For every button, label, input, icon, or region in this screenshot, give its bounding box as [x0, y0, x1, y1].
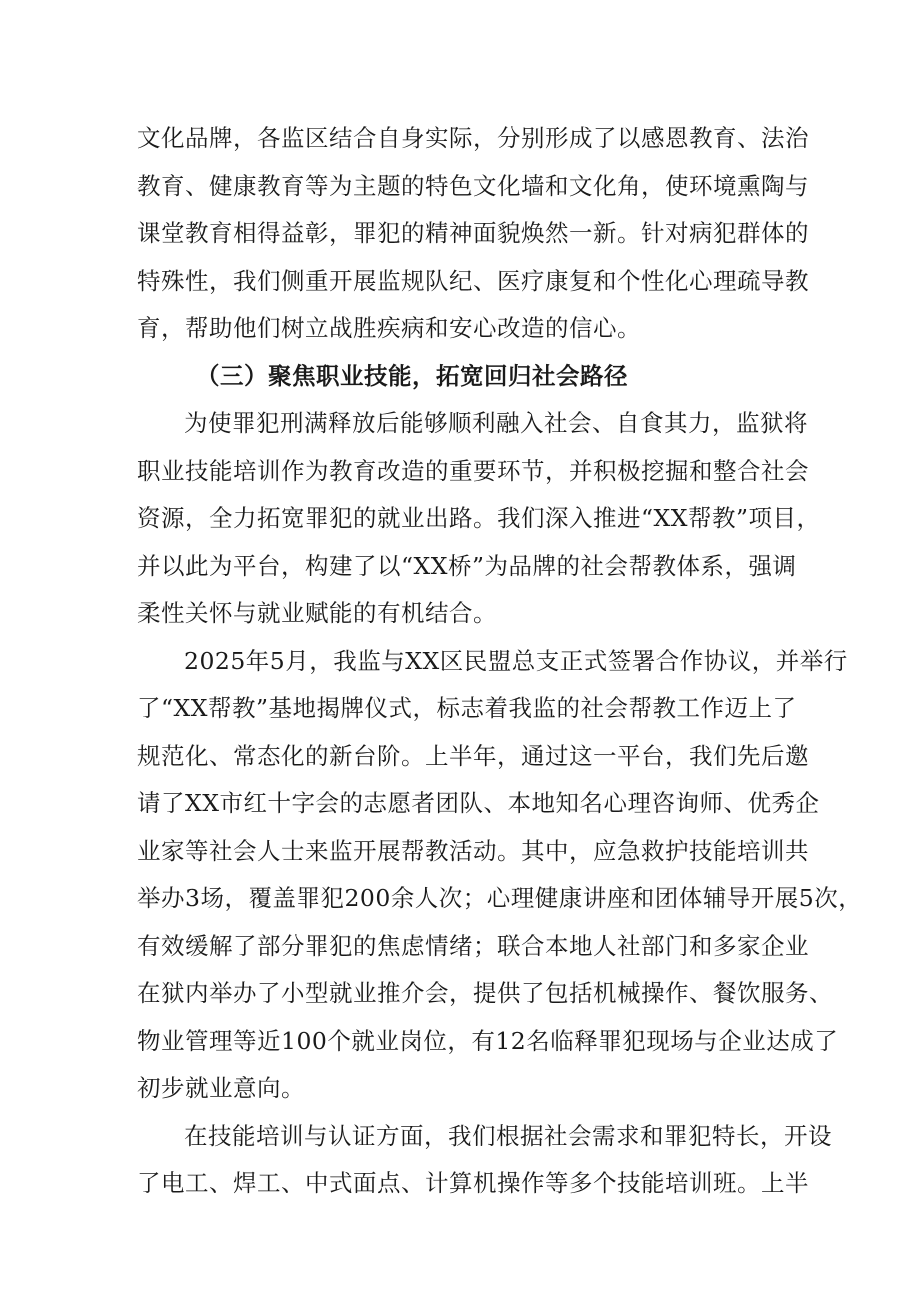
paragraph-3: [137, 638, 863, 1113]
text-line: 请了XX市红十字会的志愿者团队、本地知名心理咨询师、优秀企: [137, 789, 820, 817]
text-line: 了“XX帮教”基地揭牌仪式，标志着我监的社会帮教工作迈上了: [137, 694, 797, 722]
text-line: 资源，全力拓宽罪犯的就业出路。我们深入推进“XX帮教”项目，: [137, 504, 821, 532]
text-line: 课堂教育相得益彰，罪犯的精神面貌焕然一新。针对病犯群体的: [137, 219, 809, 247]
text-line: 特殊性，我们侧重开展监规队纪、医疗康复和个性化心理疏导教: [137, 266, 809, 295]
text-line: 有效缓解了部分罪犯的焦虑情绪；联合本地人社部门和多家企业: [137, 931, 809, 960]
text-line: 规范化、常态化的新台阶。上半年，通过这一平台，我们先后邀: [137, 741, 809, 770]
text-line: 育，帮助他们树立战胜疾病和安心改造的信心。: [137, 314, 641, 342]
text-line: 为使罪犯刑满释放后能够顺利融入社会、自食其力，监狱将: [184, 409, 808, 437]
paragraph-2: [137, 400, 821, 638]
section-heading: （三）聚焦职业技能，拓宽回归社会路径: [196, 361, 628, 390]
text-line: 在狱内举办了小型就业推介会，提供了包括机械操作、餐饮服务、: [137, 979, 833, 1007]
text-line: 并以此为平台，构建了以“XX桥”为品牌的社会帮教体系，强调: [137, 551, 797, 580]
text-line: 初步就业意向。: [137, 1074, 305, 1102]
paragraph-1: [137, 115, 809, 353]
text-line: 了电工、焊工、中式面点、计算机操作等多个技能培训班。上半: [137, 1169, 809, 1197]
text-line: 2025年5月，我监与XX区民盟总支正式签署合作协议，并举行: [184, 646, 848, 675]
text-line: 文化品牌，各监区结合自身实际，分别形成了以感恩教育、法治: [137, 124, 809, 152]
text-line: 教育、健康教育等为主题的特色文化墙和文化角，使环境熏陶与: [137, 171, 809, 200]
text-line: 业家等社会人士来监开展帮教活动。其中，应急救护技能培训共: [137, 836, 809, 865]
paragraph-4: [137, 1113, 832, 1208]
document-body: [137, 115, 863, 1208]
text-line: 举办3场，覆盖罪犯200余人次；心理健康讲座和团体辅导开展5次，: [137, 884, 863, 912]
text-line: 柔性关怀与就业赋能的有机结合。: [137, 599, 497, 627]
text-line: 在技能培训与认证方面，我们根据社会需求和罪犯特长，开设: [184, 1121, 832, 1150]
text-line: 物业管理等近100个就业岗位，有12名临释罪犯现场与企业达成了: [137, 1026, 839, 1055]
text-line: 职业技能培训作为教育改造的重要环节，并积极挖掘和整合社会: [137, 456, 809, 485]
